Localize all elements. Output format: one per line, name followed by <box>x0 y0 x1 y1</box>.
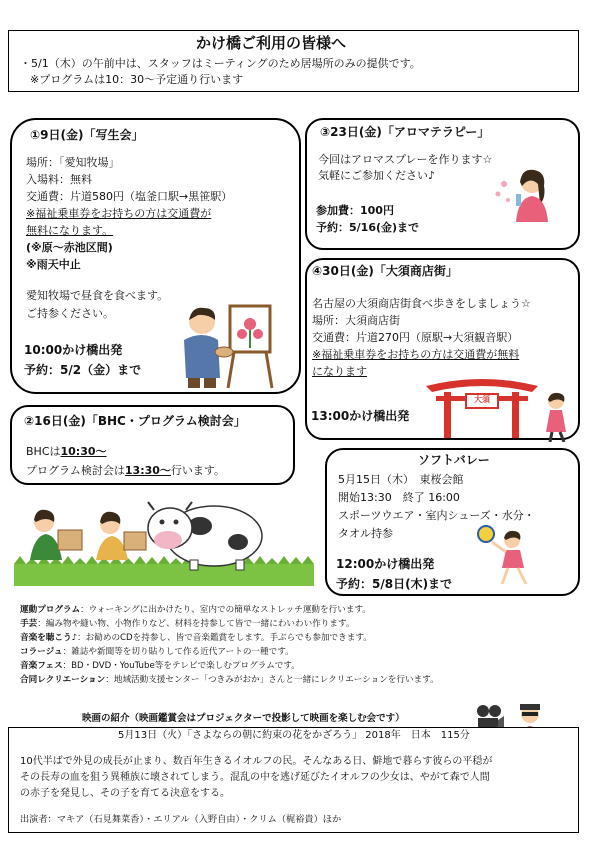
movie-desc-1: 10代半ばで外見の成長が止まり、数百年生きるイオルフの民。そんなある日、僻地で暮らす彼らの平穏が <box>20 756 493 767</box>
event-2-review-tail: 行います。 <box>170 464 226 477</box>
event-3-desc-2: 気軽にご参加ください♪ <box>318 169 436 182</box>
program-text: ：ウォーキングに出かけたり、室内での簡単なストレッチ運動を行います。 <box>80 605 371 615</box>
event-1-reserve: 予約：5/2（金）まで <box>24 363 142 377</box>
program-text: ：編み物や縫い物、小物作りなど、材料を持参して皆で一緒にわいわい作ります。 <box>37 619 355 629</box>
event-4-depart: 13:00かけ橋出発 <box>311 409 410 423</box>
program-item <box>20 673 580 687</box>
volley-time: 開始13:30 終了 16:00 <box>338 491 460 504</box>
program-list <box>20 603 580 687</box>
event-1-fee: 入場料：無料 <box>26 173 92 186</box>
movie-info: 5月13日（火）「さよならの朝に約束の花をかざろう」 2018年 日本 115分 <box>118 730 470 741</box>
event-1-rain: ※雨天中止 <box>26 258 81 271</box>
volley-reserve: 予約：5/8日(木)まで <box>336 577 453 591</box>
event-1-transport: 交通費：片道580円（塩釜口駅→黒笹駅） <box>26 190 233 203</box>
event-2-bhc-label: BHCは <box>26 445 61 458</box>
volley-items-1: スポーツウエア・室内シューズ・水分・ <box>338 509 535 522</box>
program-text: ：お勧めのCDを持参し、皆で音楽鑑賞をします。手ぶらでも参加できます。 <box>77 633 372 643</box>
event-3-title: ③23日(金)「アロマテラピー」 <box>320 125 490 139</box>
aroma-woman-illustration <box>492 164 562 224</box>
volley-date: 5月15日（木） 東桜会館 <box>338 473 464 486</box>
volleyball-player-illustration <box>476 524 540 586</box>
event-3-fee: 参加費：100円 <box>316 204 394 217</box>
volley-items-2: タオル持参 <box>338 527 393 540</box>
event-1-depart: 10:00かけ橋出発 <box>24 343 123 357</box>
notice-line-1: ・5/1（木）の午前中は、スタッフはミーティングのため居場所のみの提供です。 <box>20 57 421 70</box>
event-1-title: ①9日(金)「写生会」 <box>30 128 144 142</box>
movie-desc-3: の赤子を発見し、その子を育てる決意をする。 <box>20 788 230 799</box>
cow-painters-illustration <box>14 494 314 590</box>
gate-sign: 大須 <box>474 395 490 404</box>
event-1-desc-1: 愛知牧場で昼食を食べます。 <box>26 289 169 302</box>
event-4-title: ④30日(金)「大須商店街」 <box>312 264 458 278</box>
event-1-welfare-1: ※福祉乗車券をお持ちの方は交通費が <box>26 207 212 220</box>
event-2-bhc-time: 10:30～ <box>60 445 107 458</box>
volley-title: ソフトバレー <box>418 453 490 467</box>
event-2-review-label: プログラム検討会は <box>26 464 125 477</box>
event-4-transport: 交通費：片道270円（原駅→大須観音駅） <box>312 331 519 344</box>
program-item <box>20 631 580 645</box>
event-3-reserve: 予約：5/16(金)まで <box>316 221 420 234</box>
event-4-welfare-2: になります <box>312 365 367 378</box>
event-4-welfare-1: ※福祉乗車券をお持ちの方は交通費が無料 <box>312 348 520 361</box>
movie-desc-2: その長寿の血を狙う異種族に壊されてしまう。混乱の中を逃げ延びたイオルフの少女は、やがて森で人間 <box>20 772 490 783</box>
movie-heading: 映画の紹介（映画鑑賞会はプロジェクターで投影して映画を楽しむ会です） <box>82 713 405 724</box>
notice-line-2: ※プログラムは10：30～予定通り行います <box>30 73 244 86</box>
program-label: 音楽フェス <box>20 661 63 671</box>
event-2-title: ②16日(金)「BHC・プログラム検討会」 <box>24 414 246 428</box>
movie-cast: 出演者：マキア（石見舞菜香）・エリアル（入野自由）・クリム（梶裕貴）ほか <box>20 814 342 825</box>
event-1-welfare-2: 無料になります。 <box>26 224 114 237</box>
program-text: ：BD・DVD・YouTube等をテレビで楽しむプログラムです。 <box>62 661 300 671</box>
program-label: コラージュ <box>20 647 63 657</box>
program-label: 運動プログラム <box>20 605 81 615</box>
event-4-place: 場所：大須商店街 <box>312 314 400 327</box>
event-4-desc: 名古屋の大須商店街食べ歩きをしましょう☆ <box>312 297 531 310</box>
event-3-desc-1: 今回はアロマスプレーを作ります☆ <box>318 153 493 166</box>
notice-title: かけ橋ご利用の皆様へ <box>196 34 347 52</box>
painter-illustration <box>178 300 278 390</box>
volley-depart: 12:00かけ橋出発 <box>336 557 435 571</box>
program-item <box>20 603 580 617</box>
walking-girl-illustration <box>538 392 574 442</box>
event-1-welfare-3: (※原～赤池区間) <box>26 241 113 254</box>
program-item <box>20 617 580 631</box>
event-1-place: 場所：「愛知牧場」 <box>26 156 120 169</box>
event-2-line-1 <box>26 444 107 459</box>
event-1-desc-2: ご持参ください。 <box>26 307 114 320</box>
program-label: 手芸 <box>20 619 38 629</box>
event-2-review-time: 13:30～ <box>124 464 171 477</box>
program-item <box>20 645 580 659</box>
program-item <box>20 659 580 673</box>
program-label: 音楽を聴こう♪ <box>20 633 78 643</box>
program-text: ：雑誌や新聞等を切り貼りして作る近代アートの一種です。 <box>62 647 294 657</box>
program-text: ：地域活動支援センター「つきみがおか」さんと一緒にレクリエーションを行います。 <box>105 675 439 685</box>
program-label: 合同レクリエーション <box>20 675 106 685</box>
event-2-line-2 <box>26 463 225 478</box>
